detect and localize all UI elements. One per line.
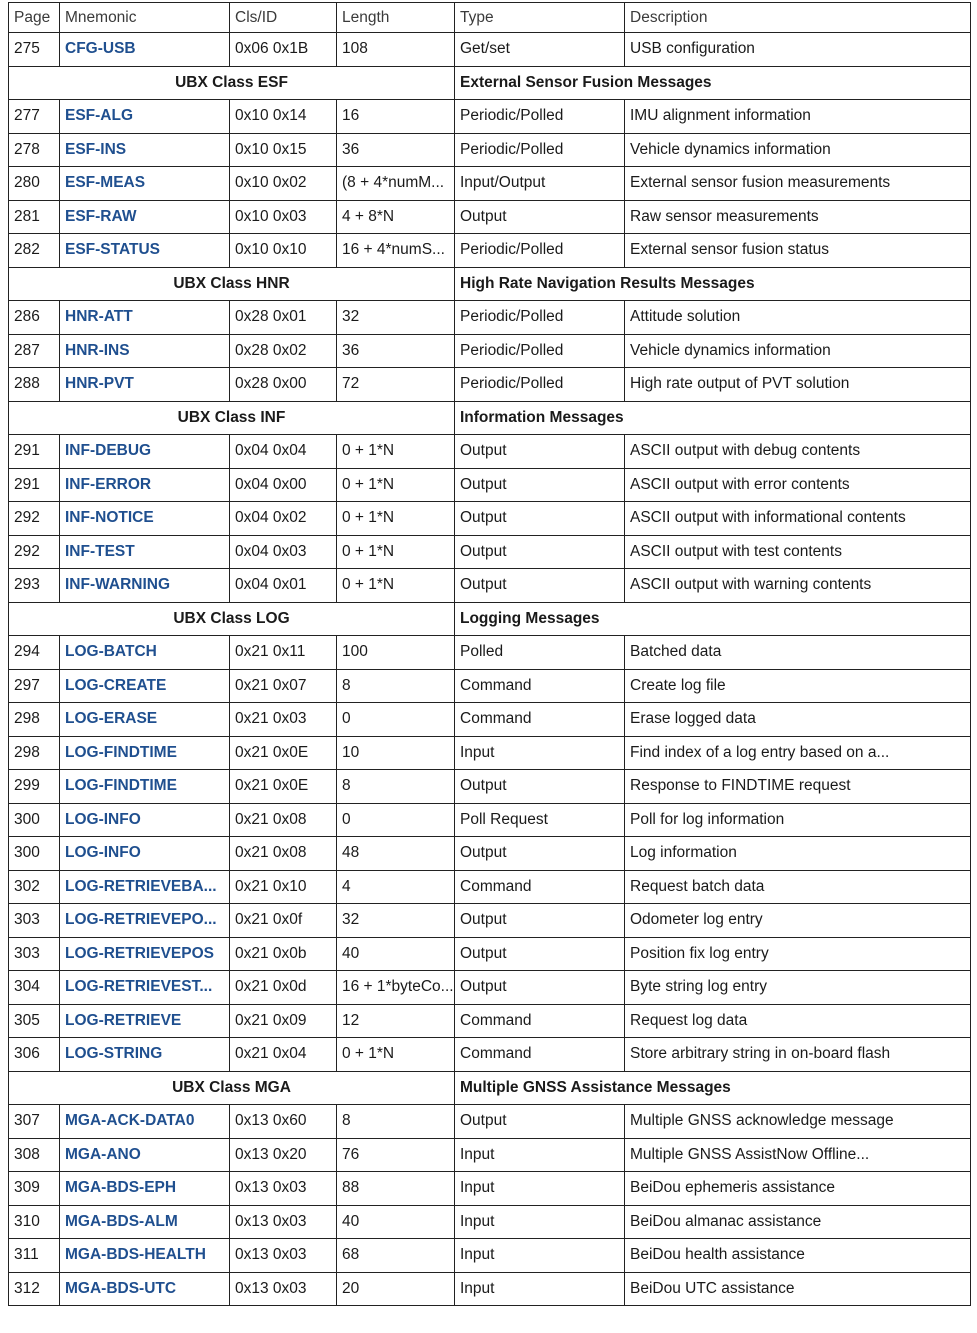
table-header-row — [9, 3, 971, 33]
group-header-row — [9, 602, 971, 636]
group-class-description: Logging Messages — [455, 602, 971, 636]
table-row — [9, 937, 971, 971]
mnemonic-link[interactable]: ESF-ALG — [60, 100, 230, 134]
clsid-cell: 0x28 0x00 — [230, 368, 337, 402]
length-cell: 48 — [337, 837, 455, 871]
description-cell: ASCII output with informational contents — [625, 502, 971, 536]
clsid-cell: 0x04 0x03 — [230, 535, 337, 569]
length-cell: 40 — [337, 1205, 455, 1239]
mnemonic-link[interactable]: MGA-ACK-DATA0 — [60, 1105, 230, 1139]
description-cell: Vehicle dynamics information — [625, 334, 971, 368]
mnemonic-link[interactable]: HNR-ATT — [60, 301, 230, 335]
type-cell: Poll Request — [455, 803, 625, 837]
table-row — [9, 301, 971, 335]
page-cell: 282 — [9, 234, 60, 268]
description-cell: High rate output of PVT solution — [625, 368, 971, 402]
table-row — [9, 904, 971, 938]
description-cell: Vehicle dynamics information — [625, 133, 971, 167]
type-cell: Input — [455, 1272, 625, 1306]
type-cell: Output — [455, 1105, 625, 1139]
description-cell: ASCII output with warning contents — [625, 569, 971, 603]
mnemonic-link[interactable]: LOG-CREATE — [60, 669, 230, 703]
clsid-cell: 0x21 0x08 — [230, 837, 337, 871]
clsid-cell: 0x06 0x1B — [230, 33, 337, 67]
page-cell: 277 — [9, 100, 60, 134]
clsid-cell: 0x10 0x03 — [230, 200, 337, 234]
type-cell: Output — [455, 200, 625, 234]
table-row — [9, 234, 971, 268]
header-mnemonic: Mnemonic — [60, 3, 230, 33]
page-cell: 293 — [9, 569, 60, 603]
clsid-cell: 0x10 0x10 — [230, 234, 337, 268]
mnemonic-link[interactable]: LOG-BATCH — [60, 636, 230, 670]
page-cell: 304 — [9, 971, 60, 1005]
page-cell: 311 — [9, 1239, 60, 1273]
length-cell: 72 — [337, 368, 455, 402]
type-cell: Periodic/Polled — [455, 334, 625, 368]
length-cell: 32 — [337, 904, 455, 938]
mnemonic-link[interactable]: ESF-STATUS — [60, 234, 230, 268]
length-cell: 32 — [337, 301, 455, 335]
table-row — [9, 1138, 971, 1172]
type-cell: Get/set — [455, 33, 625, 67]
table-row — [9, 1272, 971, 1306]
type-cell: Polled — [455, 636, 625, 670]
description-cell: Odometer log entry — [625, 904, 971, 938]
mnemonic-link[interactable]: LOG-RETRIEVEPO... — [60, 904, 230, 938]
description-cell: Multiple GNSS AssistNow Offline... — [625, 1138, 971, 1172]
length-cell: (8 + 4*numM... — [337, 167, 455, 201]
page-cell: 312 — [9, 1272, 60, 1306]
message-overview-table — [8, 2, 971, 1306]
group-class-description: High Rate Navigation Results Messages — [455, 267, 971, 301]
length-cell: 76 — [337, 1138, 455, 1172]
mnemonic-link[interactable]: MGA-BDS-EPH — [60, 1172, 230, 1206]
clsid-cell: 0x21 0x0b — [230, 937, 337, 971]
mnemonic-link[interactable]: MGA-BDS-ALM — [60, 1205, 230, 1239]
table-body — [9, 33, 971, 1306]
page-cell: 287 — [9, 334, 60, 368]
clsid-cell: 0x21 0x0E — [230, 736, 337, 770]
length-cell: 0 + 1*N — [337, 1038, 455, 1072]
length-cell: 16 + 1*byteCo... — [337, 971, 455, 1005]
mnemonic-link[interactable]: INF-DEBUG — [60, 435, 230, 469]
page-cell: 275 — [9, 33, 60, 67]
clsid-cell: 0x21 0x07 — [230, 669, 337, 703]
type-cell: Output — [455, 435, 625, 469]
group-header-row — [9, 401, 971, 435]
table-row — [9, 200, 971, 234]
page-cell: 292 — [9, 502, 60, 536]
type-cell: Periodic/Polled — [455, 368, 625, 402]
type-cell: Output — [455, 937, 625, 971]
type-cell: Command — [455, 669, 625, 703]
description-cell: ASCII output with error contents — [625, 468, 971, 502]
page-cell: 307 — [9, 1105, 60, 1139]
description-cell: ASCII output with test contents — [625, 535, 971, 569]
clsid-cell: 0x21 0x09 — [230, 1004, 337, 1038]
page-cell: 308 — [9, 1138, 60, 1172]
length-cell: 68 — [337, 1239, 455, 1273]
group-header-row — [9, 66, 971, 100]
mnemonic-link[interactable]: ESF-MEAS — [60, 167, 230, 201]
type-cell: Output — [455, 770, 625, 804]
description-cell: Request batch data — [625, 870, 971, 904]
description-cell: Store arbitrary string in on-board flash — [625, 1038, 971, 1072]
page-cell: 292 — [9, 535, 60, 569]
mnemonic-link[interactable]: LOG-RETRIEVEBA... — [60, 870, 230, 904]
page-cell: 309 — [9, 1172, 60, 1206]
page-cell: 297 — [9, 669, 60, 703]
description-cell: Log information — [625, 837, 971, 871]
page-cell: 305 — [9, 1004, 60, 1038]
type-cell: Command — [455, 703, 625, 737]
clsid-cell: 0x21 0x11 — [230, 636, 337, 670]
mnemonic-link[interactable]: MGA-BDS-HEALTH — [60, 1239, 230, 1273]
type-cell: Output — [455, 502, 625, 536]
type-cell: Output — [455, 971, 625, 1005]
table-row — [9, 569, 971, 603]
table-row — [9, 468, 971, 502]
type-cell: Output — [455, 535, 625, 569]
header-length: Length — [337, 3, 455, 33]
length-cell: 0 + 1*N — [337, 569, 455, 603]
mnemonic-link[interactable]: LOG-INFO — [60, 837, 230, 871]
page-cell: 286 — [9, 301, 60, 335]
mnemonic-link[interactable]: LOG-STRING — [60, 1038, 230, 1072]
type-cell: Periodic/Polled — [455, 133, 625, 167]
table-row — [9, 1239, 971, 1273]
length-cell: 20 — [337, 1272, 455, 1306]
mnemonic-link[interactable]: LOG-RETRIEVEPOS — [60, 937, 230, 971]
description-cell: BeiDou UTC assistance — [625, 1272, 971, 1306]
length-cell: 36 — [337, 133, 455, 167]
clsid-cell: 0x13 0x03 — [230, 1239, 337, 1273]
table-row — [9, 535, 971, 569]
description-cell: External sensor fusion status — [625, 234, 971, 268]
table-row — [9, 334, 971, 368]
page-cell: 303 — [9, 937, 60, 971]
table-row — [9, 1205, 971, 1239]
type-cell: Output — [455, 904, 625, 938]
group-class-name: UBX Class HNR — [9, 267, 455, 301]
page-cell: 306 — [9, 1038, 60, 1072]
clsid-cell: 0x04 0x01 — [230, 569, 337, 603]
mnemonic-link[interactable]: INF-ERROR — [60, 468, 230, 502]
table-row — [9, 803, 971, 837]
page-cell: 299 — [9, 770, 60, 804]
group-header-row — [9, 267, 971, 301]
type-cell: Input/Output — [455, 167, 625, 201]
header-clsid: Cls/ID — [230, 3, 337, 33]
table-row — [9, 1172, 971, 1206]
mnemonic-link[interactable]: MGA-BDS-UTC — [60, 1272, 230, 1306]
type-cell: Periodic/Polled — [455, 234, 625, 268]
length-cell: 0 + 1*N — [337, 502, 455, 536]
clsid-cell: 0x21 0x10 — [230, 870, 337, 904]
group-class-description: Multiple GNSS Assistance Messages — [455, 1071, 971, 1105]
length-cell: 36 — [337, 334, 455, 368]
group-class-name: UBX Class ESF — [9, 66, 455, 100]
clsid-cell: 0x04 0x02 — [230, 502, 337, 536]
type-cell: Command — [455, 1038, 625, 1072]
mnemonic-link[interactable]: LOG-RETRIEVEST... — [60, 971, 230, 1005]
type-cell: Output — [455, 837, 625, 871]
page-cell: 303 — [9, 904, 60, 938]
group-class-name: UBX Class MGA — [9, 1071, 455, 1105]
length-cell: 0 — [337, 703, 455, 737]
description-cell: Response to FINDTIME request — [625, 770, 971, 804]
table-row — [9, 1105, 971, 1139]
page-cell: 300 — [9, 837, 60, 871]
mnemonic-link[interactable]: MGA-ANO — [60, 1138, 230, 1172]
table-row — [9, 167, 971, 201]
table-row — [9, 33, 971, 67]
clsid-cell: 0x21 0x04 — [230, 1038, 337, 1072]
clsid-cell: 0x21 0x0f — [230, 904, 337, 938]
page-cell: 298 — [9, 736, 60, 770]
page-cell: 300 — [9, 803, 60, 837]
group-class-description: External Sensor Fusion Messages — [455, 66, 971, 100]
clsid-cell: 0x10 0x15 — [230, 133, 337, 167]
length-cell: 108 — [337, 33, 455, 67]
length-cell: 0 + 1*N — [337, 435, 455, 469]
table-row — [9, 669, 971, 703]
page-cell: 294 — [9, 636, 60, 670]
description-cell: Position fix log entry — [625, 937, 971, 971]
table-row — [9, 971, 971, 1005]
length-cell: 8 — [337, 669, 455, 703]
clsid-cell: 0x13 0x03 — [230, 1172, 337, 1206]
length-cell: 4 — [337, 870, 455, 904]
clsid-cell: 0x13 0x20 — [230, 1138, 337, 1172]
page-cell: 302 — [9, 870, 60, 904]
type-cell: Input — [455, 736, 625, 770]
length-cell: 16 — [337, 100, 455, 134]
length-cell: 12 — [337, 1004, 455, 1038]
type-cell: Input — [455, 1239, 625, 1273]
clsid-cell: 0x28 0x01 — [230, 301, 337, 335]
page-cell: 281 — [9, 200, 60, 234]
table-row — [9, 435, 971, 469]
length-cell: 0 — [337, 803, 455, 837]
type-cell: Periodic/Polled — [455, 100, 625, 134]
table-row — [9, 837, 971, 871]
table-row — [9, 703, 971, 737]
type-cell: Input — [455, 1205, 625, 1239]
length-cell: 8 — [337, 770, 455, 804]
length-cell: 10 — [337, 736, 455, 770]
table-row — [9, 502, 971, 536]
description-cell: Raw sensor measurements — [625, 200, 971, 234]
description-cell: Batched data — [625, 636, 971, 670]
description-cell: External sensor fusion measurements — [625, 167, 971, 201]
mnemonic-link[interactable]: ESF-INS — [60, 133, 230, 167]
header-page: Page — [9, 3, 60, 33]
clsid-cell: 0x21 0x03 — [230, 703, 337, 737]
description-cell: Byte string log entry — [625, 971, 971, 1005]
table-row — [9, 870, 971, 904]
description-cell: BeiDou health assistance — [625, 1239, 971, 1273]
page-cell: 291 — [9, 468, 60, 502]
description-cell: Find index of a log entry based on a... — [625, 736, 971, 770]
mnemonic-link[interactable]: LOG-FINDTIME — [60, 770, 230, 804]
group-class-description: Information Messages — [455, 401, 971, 435]
description-cell: Create log file — [625, 669, 971, 703]
description-cell: Multiple GNSS acknowledge message — [625, 1105, 971, 1139]
length-cell: 4 + 8*N — [337, 200, 455, 234]
length-cell: 40 — [337, 937, 455, 971]
table-row — [9, 1004, 971, 1038]
page-cell: 288 — [9, 368, 60, 402]
table-row — [9, 368, 971, 402]
header-type: Type — [455, 3, 625, 33]
clsid-cell: 0x10 0x14 — [230, 100, 337, 134]
mnemonic-link[interactable]: INF-NOTICE — [60, 502, 230, 536]
type-cell: Command — [455, 1004, 625, 1038]
length-cell: 0 + 1*N — [337, 535, 455, 569]
mnemonic-link[interactable]: LOG-ERASE — [60, 703, 230, 737]
clsid-cell: 0x10 0x02 — [230, 167, 337, 201]
type-cell: Input — [455, 1172, 625, 1206]
description-cell: IMU alignment information — [625, 100, 971, 134]
clsid-cell: 0x21 0x0E — [230, 770, 337, 804]
mnemonic-link[interactable]: LOG-FINDTIME — [60, 736, 230, 770]
clsid-cell: 0x04 0x04 — [230, 435, 337, 469]
page-cell: 291 — [9, 435, 60, 469]
page-cell: 280 — [9, 167, 60, 201]
clsid-cell: 0x28 0x02 — [230, 334, 337, 368]
description-cell: BeiDou ephemeris assistance — [625, 1172, 971, 1206]
page-cell: 310 — [9, 1205, 60, 1239]
length-cell: 0 + 1*N — [337, 468, 455, 502]
table-row — [9, 636, 971, 670]
description-cell: Erase logged data — [625, 703, 971, 737]
group-class-name: UBX Class INF — [9, 401, 455, 435]
length-cell: 100 — [337, 636, 455, 670]
type-cell: Command — [455, 870, 625, 904]
type-cell: Output — [455, 569, 625, 603]
clsid-cell: 0x21 0x0d — [230, 971, 337, 1005]
page-cell: 298 — [9, 703, 60, 737]
group-class-name: UBX Class LOG — [9, 602, 455, 636]
description-cell: ASCII output with debug contents — [625, 435, 971, 469]
type-cell: Output — [455, 468, 625, 502]
clsid-cell: 0x21 0x08 — [230, 803, 337, 837]
mnemonic-link[interactable]: ESF-RAW — [60, 200, 230, 234]
clsid-cell: 0x13 0x60 — [230, 1105, 337, 1139]
description-cell: Attitude solution — [625, 301, 971, 335]
mnemonic-link[interactable]: HNR-INS — [60, 334, 230, 368]
mnemonic-link[interactable]: LOG-RETRIEVE — [60, 1004, 230, 1038]
table-row — [9, 133, 971, 167]
mnemonic-link[interactable]: INF-TEST — [60, 535, 230, 569]
description-cell: USB configuration — [625, 33, 971, 67]
table-row — [9, 1038, 971, 1072]
table-row — [9, 100, 971, 134]
description-cell: BeiDou almanac assistance — [625, 1205, 971, 1239]
clsid-cell: 0x13 0x03 — [230, 1205, 337, 1239]
page-cell: 278 — [9, 133, 60, 167]
length-cell: 88 — [337, 1172, 455, 1206]
description-cell: Request log data — [625, 1004, 971, 1038]
mnemonic-link[interactable]: LOG-INFO — [60, 803, 230, 837]
mnemonic-link[interactable]: INF-WARNING — [60, 569, 230, 603]
mnemonic-link[interactable]: HNR-PVT — [60, 368, 230, 402]
header-description: Description — [625, 3, 971, 33]
table-row — [9, 770, 971, 804]
mnemonic-link[interactable]: CFG-USB — [60, 33, 230, 67]
type-cell: Periodic/Polled — [455, 301, 625, 335]
clsid-cell: 0x04 0x00 — [230, 468, 337, 502]
length-cell: 16 + 4*numS... — [337, 234, 455, 268]
table-row — [9, 736, 971, 770]
clsid-cell: 0x13 0x03 — [230, 1272, 337, 1306]
type-cell: Input — [455, 1138, 625, 1172]
description-cell: Poll for log information — [625, 803, 971, 837]
group-header-row — [9, 1071, 971, 1105]
length-cell: 8 — [337, 1105, 455, 1139]
